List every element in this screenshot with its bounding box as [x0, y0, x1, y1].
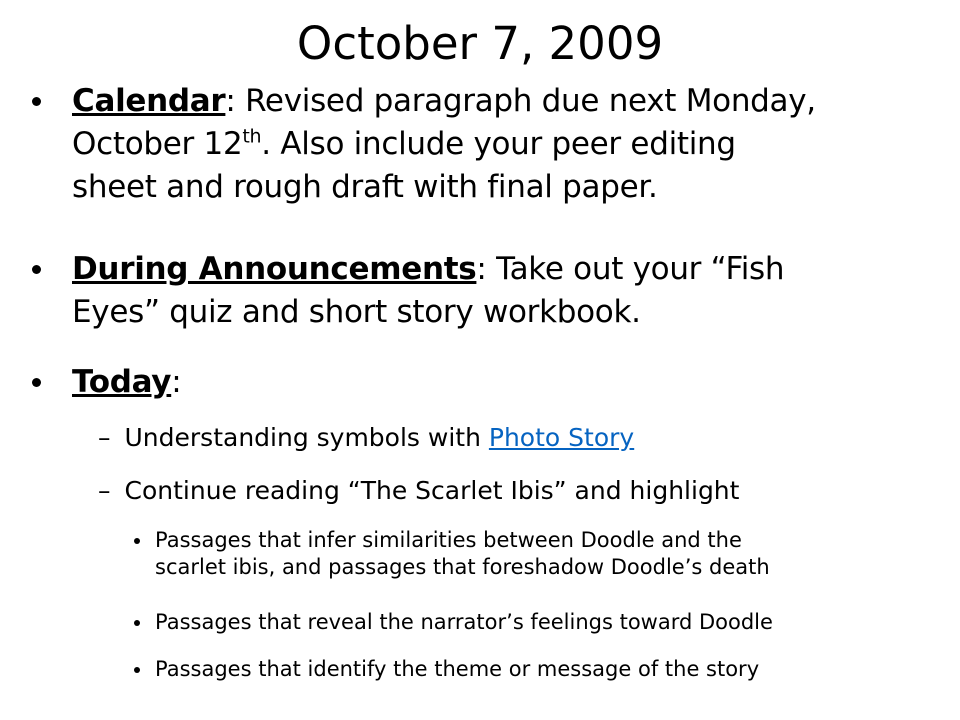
- bullet-dot-icon: [32, 97, 41, 106]
- bullet-line-1: [72, 361, 181, 404]
- bullet-line-2: Eyes” quiz and short story workbook.: [72, 294, 641, 330]
- subsub-text: Passages that reveal the narrator’s feelings toward Doodle: [155, 610, 773, 634]
- sub-item-symbols: [98, 422, 634, 454]
- subsub-line-1: Passages that infer similarities between Doodle and the: [155, 528, 742, 552]
- bullet-dot-icon: [32, 378, 41, 387]
- bullet-line-1: [72, 248, 784, 291]
- bullet-announcements: [72, 248, 784, 334]
- calendar-text-1: : Revised paragraph due next Monday,: [225, 83, 816, 119]
- calendar-text-2: October 12: [72, 126, 243, 162]
- bullet-dot-icon: [134, 538, 140, 544]
- photo-story-link[interactable]: Photo Story: [488, 423, 635, 452]
- today-label: Today: [72, 364, 172, 400]
- subsub-item-theme: [155, 656, 935, 683]
- subsub-text: Passages that identify the theme or message of the story: [155, 657, 760, 681]
- bullet-dot-icon: [32, 265, 41, 274]
- calendar-text-3: . Also include your peer editing: [261, 126, 736, 162]
- bullet-line-3: sheet and rough draft with final paper.: [72, 169, 658, 205]
- subsub-item-similarities: [155, 527, 935, 581]
- bullet-calendar: [72, 80, 816, 209]
- today-colon: :: [171, 364, 182, 400]
- bullet-line-1: [72, 80, 816, 123]
- slide-title: October 7, 2009: [296, 17, 664, 70]
- bullet-line-2: [72, 123, 816, 166]
- dash-icon: –: [98, 423, 111, 452]
- calendar-label: Calendar: [72, 83, 226, 119]
- sub-item-text: Understanding symbols with: [124, 423, 489, 452]
- bullet-today: [72, 361, 181, 404]
- calendar-superscript: th: [242, 125, 262, 148]
- announcements-text-1: : Take out your “Fish: [476, 251, 785, 287]
- announcements-label: During Announcements: [72, 251, 477, 287]
- sub-item-reading: [98, 475, 739, 507]
- dash-icon: –: [98, 476, 111, 505]
- bullet-dot-icon: [134, 620, 140, 626]
- bullet-dot-icon: [134, 667, 140, 673]
- subsub-line-2: scarlet ibis, and passages that foreshadow Doodle’s death: [155, 555, 770, 579]
- sub-item-text: Continue reading “The Scarlet Ibis” and highlight: [124, 476, 740, 505]
- subsub-item-feelings: [155, 609, 935, 636]
